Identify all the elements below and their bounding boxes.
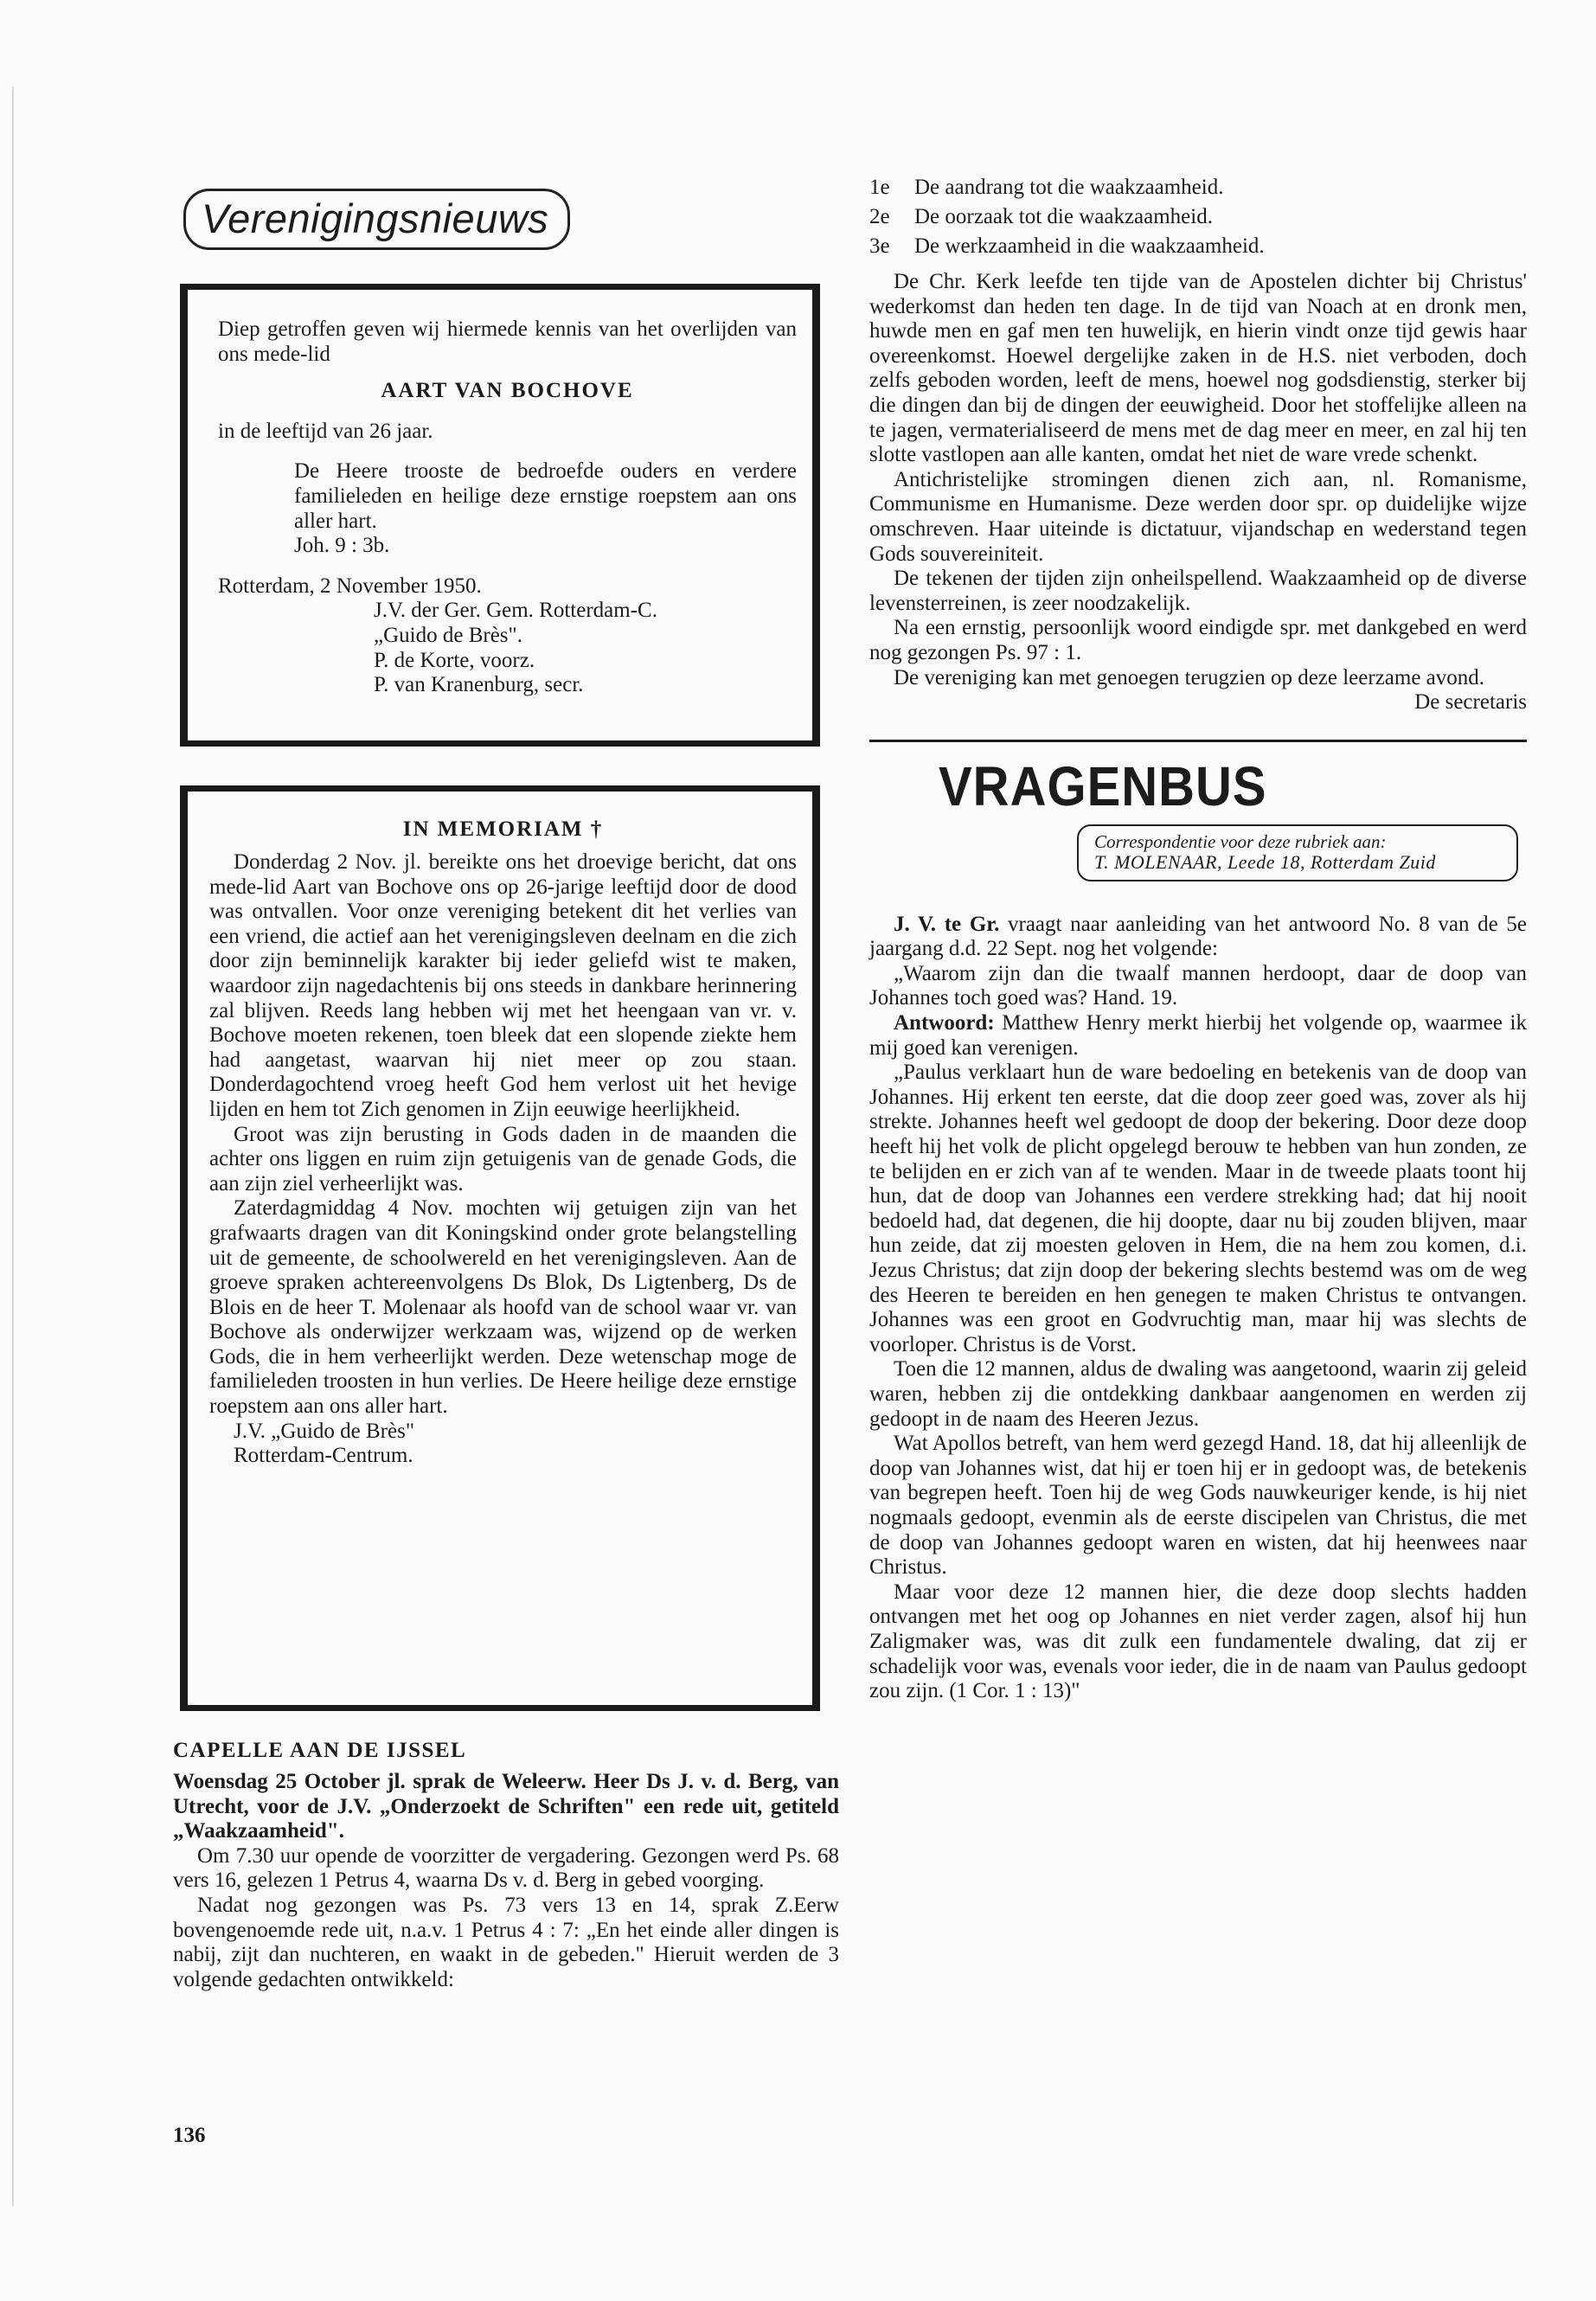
death-notice-sig-chair: P. de Korte, voorz. [374, 648, 535, 672]
capelle-title: CAPELLE AAN DE IJSSEL [173, 1739, 467, 1762]
death-notice-comfort: De Heere trooste de bedroefde ouders en verdere familieleden en heilige deze ernstige roepstem aan ons aller hart. [294, 459, 797, 533]
sermon-points [869, 173, 1527, 261]
page-number: 136 [173, 2124, 206, 2147]
answer-intro [869, 1011, 1527, 1061]
sermon-point [869, 173, 1527, 202]
sermon-paragraph-1: De Chr. Kerk leefde ten tijde van de Apostelen dichter bij Christus' wederkomst dan heden ten dage. In de tijd van Noach at en dronk men, huwde men en gaf men ten huwelijk, en hierin vindt onze tijd gewis haar overeenkomst. Hoewel dergelijke zaken in de H.S. niet verboden, doch zelfs geboden worden, leeft de mens, hoewel nog godsdienstig, sterker bij die dingen dan bij de dingen der eeuwigheid. Door het stoffelijke alleen na te jagen, vermaterialiseerd de mens met de dag meer en meer, en zal hij ten slotte vastlopen aan alle kanten, omdat het niet de ware vrede schenkt. [869, 270, 1527, 467]
section-title: Verenigingsnieuws [183, 189, 570, 250]
answer-label: Antwoord: [894, 1011, 995, 1035]
right-column [869, 173, 1527, 1704]
sermon-paragraph-4: Na een ernstig, persoonlijk woord eindigde spr. met dankgebed en werd nog gezongen Ps. 97 : 1. [869, 616, 1527, 664]
correspondence-line-1: Correspondentie voor deze rubriek aan: [1094, 830, 1387, 852]
question-paragraph [869, 913, 1527, 962]
in-memoriam-paragraph-2: Groot was zijn berusting in Gods daden in de maanden die achter ons liggen en ruim zijn getuigenis van de genade Gods, die aan zijn ziel verheerlijkt was. [209, 1122, 797, 1195]
answer-paragraph-4: Maar voor deze 12 mannen hier, die deze doop slechts hadden ontvangen met het oog op Johannes en niet verder zagen, alsof hij hun Zaligmaker was, was dit zulk een fundamentele dwaling, dat zij er schadelijk voor was, evenals voor ieder, die in de naam van Paulus gedoopt zou zijn. (1 Cor. 1 : 13)" [869, 1580, 1527, 1703]
question-text: vraagt naar aanleiding van het antwoord No. 8 van de 5e jaargang d.d. 22 Sept. nog het volgende: [869, 912, 1528, 961]
sermon-point-text: De werkzaamheid in die waakzaamheid. [914, 234, 1265, 258]
answer-intro-text: Matthew Henry merkt hierbij het volgende op, waarmee ik mij goed kan verenigen. [869, 1011, 1527, 1060]
in-memoriam-paragraph-3: Zaterdagmiddag 4 Nov. mochten wij getuigen zijn van het grafwaarts dragen van dit Koningskind onder grote belangstelling uit de gemeente, de schoolwereld en het verenigingsleven. Aan de groeve spraken achtereenvolgens Ds Blok, Ds Ligtenberg, Ds de Blois en de heer T. Molenaar als hoofd van de school waar vr. van Bochove als onderwijzer werkzaam was, wijzend op de werken Gods, die in hem verheerlijkt werden. Deze wetenschap moge de familieleden troosten in hun verlies. De Heere heilige deze ernstige roepstem aan ons aller hart. [209, 1196, 797, 1419]
vragenbus-title: VRAGENBUS [939, 755, 1267, 817]
capelle-paragraph-1: Om 7.30 uur opende de voorzitter de vergadering. Gezongen werd Ps. 68 vers 16, gelezen 1 Petrus 4, waarna Ds v. d. Berg in gebed voorging. [173, 1843, 839, 1893]
sermon-point-number: 3e [869, 234, 890, 258]
capelle-report [173, 1739, 839, 1992]
sermon-point [869, 232, 1527, 261]
correspondence-address: T. MOLENAAR, Leede 18, Rotterdam Zuid [1094, 850, 1436, 873]
death-notice-intro: Diep getroffen geven wij hiermede kennis van het overlijden van ons mede-lid [218, 317, 797, 366]
death-notice-sig-secretary: P. van Kranenburg, secr. [374, 673, 584, 697]
capelle-paragraph-2: Nadat nog gezongen was Ps. 73 vers 13 en 14, sprak Z.Eerw bovengenoemde rede uit, n.a.v. 1 Petrus 4 : 7: „En het einde aller dingen is nabij, zijt dan nuchteren, en waakt in de gebeden." Hieruit werden de 3 volgende gedachten ontwikkeld: [173, 1893, 839, 1991]
sermon-point-text: De oorzaak tot die waakzaamheid. [914, 205, 1213, 228]
in-memoriam-sig-association: J.V. „Guido de Brès" [234, 1419, 415, 1443]
sermon-point-number: 2e [869, 205, 890, 228]
sermon-signature: De secretaris [1414, 690, 1527, 715]
answer-paragraph-1: „Paulus verklaart hun de ware bedoeling en betekenis van de doop van Johannes. Hij erkent ten eerste, dat die doop zeer goed was, zover als hij strekte. Johannes heeft wel gedoopt de doop der bekering. Door deze doop heeft hij het volk de plicht opgelegd berouw te hebben van hun zonden, ze te belijden en er zich van af te wenden. Maar in de tweede plaats toont hij hun, dat de doop van Johannes een verdere strekking had; dat hij nooit bedoeld had, dat degenen, die hij doopte, daar nu bij zouden blijven, maar hun zeide, dat zij moesten geloven in Hem, die na hem zou komen, d.i. Jezus Christus; dat zijn doop der bekering slechts bestemd was om de weg des Heeren te bereiden en hen genegen te maken Christus te ontvangen. Johannes was een groot en Godvruchtig man, maar hij was slechts de voorloper. Christus is de Vorst. [869, 1061, 1527, 1356]
sermon-paragraph-3: De tekenen der tijden zijn onheilspellend. Waakzaamheid op de diverse levensterreinen, is zeer noodzakelijk. [869, 567, 1527, 615]
death-notice-verse: Joh. 9 : 3b. [294, 534, 390, 558]
answer-paragraph-3: Wat Apollos betreft, van hem werd gezegd Hand. 18, dat hij alleenlijk de doop van Johannes wist, dat hij er toen hij er in gedoopt was, de betekenis van begrepen heeft. Toen hij de weg Gods nauwkeuriger kende, is hij niet nogmaals gedoopt, evenmin als de eerste discipelen van Christus, die met de doop van Johannes gedoopt waren en wisten, dat hij heenwees naar Christus. [869, 1432, 1527, 1580]
in-memoriam-title: IN MEMORIAM † [402, 817, 604, 841]
question-asker: J. V. te Gr. [894, 912, 1000, 936]
death-notice-sig-name: „Guido de Brès". [374, 623, 522, 647]
sermon-paragraph-2: Antichristelijke stromingen dienen zich aan, nl. Romanisme, Communisme en Humanisme. Deze werden door spr. op duidelijke wijze omschreven. Haar uiteinde is dictatuur, vijandschap en wederstand tegen Gods souvereiniteit. [869, 467, 1527, 566]
death-notice-sig-association: J.V. der Ger. Gem. Rotterdam-C. [374, 599, 657, 623]
sermon-point-number: 1e [869, 176, 890, 199]
question-quote: „Waarom zijn dan die twaalf mannen herdoopt, daar de doop van Johannes toch goed was? Hand. 19. [869, 961, 1527, 1010]
deceased-name: AART VAN BOCHOVE [381, 379, 634, 403]
death-notice-age: in de leeftijd van 26 jaar. [218, 419, 433, 443]
sermon-point-text: De aandrang tot die waakzaamheid. [914, 176, 1224, 199]
answer-paragraph-2: Toen die 12 mannen, aldus de dwaling was aangetoond, waarin zij geleid waren, hebben zij die ontdekking dankbaar aangenomen en werden zij gedoopt in de naam des Heeren Jezus. [869, 1357, 1527, 1431]
death-notice-box [180, 284, 820, 747]
death-notice-place-date: Rotterdam, 2 November 1950. [218, 574, 482, 598]
section-divider [869, 740, 1527, 742]
sermon-point [869, 202, 1527, 232]
capelle-lead: Woensdag 25 October jl. sprak de Weleerw. Heer Ds J. v. d. Berg, van Utrecht, voor de J.V. „Onderzoekt de Schriften" een rede uit, getiteld „Waakzaamheid". [173, 1770, 839, 1843]
in-memoriam-box [180, 785, 820, 1711]
in-memoriam-sig-place: Rotterdam-Centrum. [234, 1444, 413, 1468]
page-edge [12, 87, 14, 2206]
left-column [173, 173, 839, 1991]
sermon-paragraph-5: De vereniging kan met genoegen terugzien op deze leerzame avond. [894, 665, 1485, 689]
correspondence-box [1077, 824, 1518, 881]
in-memoriam-paragraph-1: Donderdag 2 Nov. jl. bereikte ons het droevige bericht, dat ons mede-lid Aart van Bochove ons op 26-jarige leeftijd door de dood was ontvallen. Voor onze vereniging betekent dit het verlies van een vriend, die actief aan het verenigingsleven deelnam en die zich door zijn beminnelijk karakter bij ieder geliefd wist te maken, waardoor zijn nagedachtenis bij ons steeds in dankbare herinnering zal blijven. Reeds lang hebben wij met het heengaan van vr. v. Bochove moeten rekenen, toen bleek dat een slopende ziekte hem had aangetast, waarvan hij niet meer op zou staan. Donderdagochtend vroeg heeft God hem verlost uit het hevige lijden en hem tot Zich genomen in Zijn eeuwige heerlijkheid. [209, 850, 797, 1121]
